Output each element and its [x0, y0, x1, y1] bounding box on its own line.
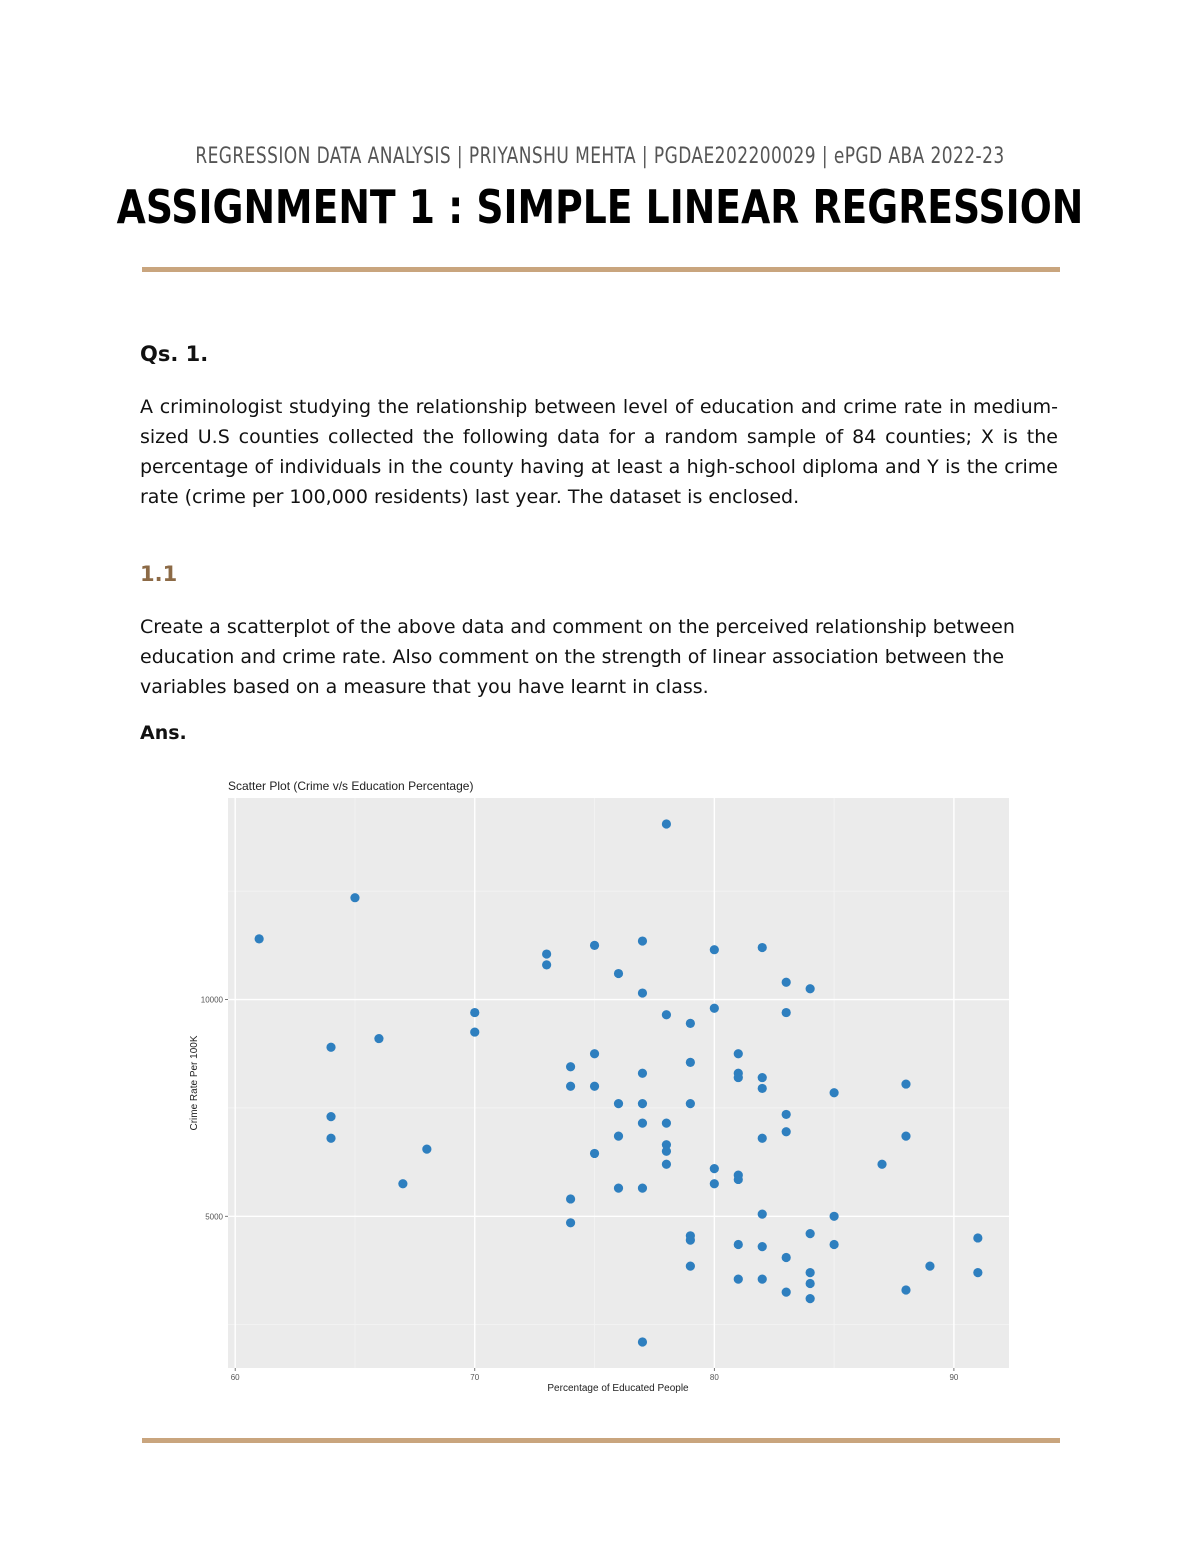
- data-point: [806, 984, 815, 993]
- data-point: [590, 1049, 599, 1058]
- data-point: [758, 1134, 767, 1143]
- y-tick-label: 5000: [205, 1212, 223, 1222]
- data-point: [326, 1043, 335, 1052]
- data-point: [973, 1233, 982, 1242]
- data-point: [758, 943, 767, 952]
- data-point: [806, 1229, 815, 1238]
- bottom-divider: [142, 1438, 1060, 1443]
- data-point: [566, 1218, 575, 1227]
- data-point: [758, 1275, 767, 1284]
- data-point: [662, 1160, 671, 1169]
- data-point: [830, 1088, 839, 1097]
- data-point: [662, 1147, 671, 1156]
- data-point: [350, 893, 359, 902]
- data-point: [734, 1073, 743, 1082]
- data-point: [734, 1275, 743, 1284]
- data-point: [542, 949, 551, 958]
- data-point: [758, 1242, 767, 1251]
- x-tick-label: 90: [949, 1373, 959, 1382]
- data-point: [710, 945, 719, 954]
- data-point: [686, 1236, 695, 1245]
- data-point: [614, 1099, 623, 1108]
- data-point: [470, 1008, 479, 1017]
- data-point: [566, 1062, 575, 1071]
- x-axis-ticks: [231, 1368, 959, 1382]
- data-point: [662, 819, 671, 828]
- data-point: [422, 1145, 431, 1154]
- data-point: [782, 1008, 791, 1017]
- data-point: [638, 1337, 647, 1346]
- x-tick-label: 60: [230, 1373, 240, 1382]
- top-divider: [142, 267, 1060, 272]
- data-point: [734, 1049, 743, 1058]
- data-point: [710, 1179, 719, 1188]
- data-point: [662, 1010, 671, 1019]
- data-point: [662, 1118, 671, 1127]
- data-point: [758, 1210, 767, 1219]
- document-title: ASSIGNMENT 1 : SIMPLE LINEAR REGRESSION: [116, 180, 1084, 234]
- data-point: [830, 1212, 839, 1221]
- data-point: [638, 1099, 647, 1108]
- data-point: [374, 1034, 383, 1043]
- plot-panel: [228, 798, 1009, 1368]
- data-point: [734, 1240, 743, 1249]
- data-point: [710, 1004, 719, 1013]
- data-point: [782, 1110, 791, 1119]
- question-label: Qs. 1.: [140, 342, 209, 366]
- y-axis-label: Crime Rate Per 100K: [189, 1035, 200, 1131]
- scatter-plot: [180, 772, 1020, 1402]
- data-point: [638, 936, 647, 945]
- data-point: [470, 1027, 479, 1036]
- chart-title: Scatter Plot (Crime v/s Education Percentage): [228, 779, 474, 793]
- data-point: [638, 988, 647, 997]
- data-point: [638, 1118, 647, 1127]
- data-point: [614, 1184, 623, 1193]
- answer-label: Ans.: [140, 722, 187, 744]
- data-point: [830, 1240, 839, 1249]
- data-point: [542, 960, 551, 969]
- data-point: [901, 1131, 910, 1140]
- data-point: [686, 1058, 695, 1067]
- x-axis-label: Percentage of Educated People: [547, 1383, 689, 1394]
- data-point: [734, 1175, 743, 1184]
- data-point: [758, 1073, 767, 1082]
- y-tick-label: 10000: [200, 995, 223, 1005]
- data-point: [590, 1082, 599, 1091]
- document-header-subtitle: REGRESSION DATA ANALYSIS | PRIYANSHU MEHTA | PGDAE202200029 | ePGD ABA 2022-23: [195, 144, 1005, 169]
- section-number: 1.1: [140, 562, 178, 586]
- data-point: [686, 1099, 695, 1108]
- section-text: Create a scatterplot of the above data and comment on the perceived relationship between education and crime rate. Also comment on the strength of linear association between the variables based on a measure that you have learnt in class.: [140, 616, 1015, 698]
- data-point: [614, 969, 623, 978]
- data-point: [326, 1134, 335, 1143]
- x-tick-label: 80: [709, 1373, 719, 1382]
- data-point: [806, 1294, 815, 1303]
- data-point: [901, 1079, 910, 1088]
- data-point: [686, 1019, 695, 1028]
- data-point: [782, 978, 791, 987]
- data-point: [782, 1127, 791, 1136]
- data-point: [638, 1069, 647, 1078]
- data-point: [398, 1179, 407, 1188]
- data-point: [590, 941, 599, 950]
- data-point: [566, 1194, 575, 1203]
- data-point: [638, 1184, 647, 1193]
- data-point: [326, 1112, 335, 1121]
- data-point: [806, 1268, 815, 1277]
- data-point: [877, 1160, 886, 1169]
- data-point: [901, 1285, 910, 1294]
- data-point: [758, 1084, 767, 1093]
- y-axis-ticks: [201, 996, 228, 1222]
- data-point: [686, 1262, 695, 1271]
- data-point: [782, 1253, 791, 1262]
- data-point: [782, 1288, 791, 1297]
- x-tick-label: 70: [470, 1373, 480, 1382]
- data-point: [255, 934, 264, 943]
- data-point: [806, 1279, 815, 1288]
- data-point: [566, 1082, 575, 1091]
- data-point: [925, 1262, 934, 1271]
- question-text: A criminologist studying the relationship between level of education and crime rate in medium-sized U.S counties collected the following data for a random sample of 84 counties; X is the percentage of individuals in the county having at least a high-school diploma and Y is the crime rate (crime per 100,000 residents) last year. The dataset is enclosed.: [140, 396, 1058, 508]
- data-point: [614, 1131, 623, 1140]
- data-point: [590, 1149, 599, 1158]
- data-point: [710, 1164, 719, 1173]
- data-point: [973, 1268, 982, 1277]
